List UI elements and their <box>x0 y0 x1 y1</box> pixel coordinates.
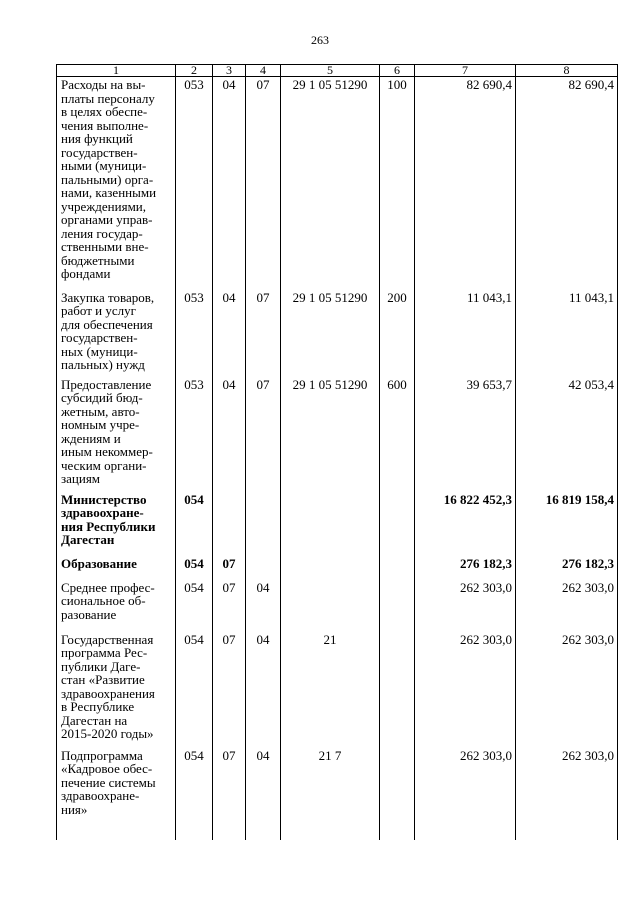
column-header: 3 <box>213 65 246 77</box>
cell-col5: 21 <box>281 632 380 748</box>
table-row <box>57 580 618 632</box>
budget-table <box>56 64 618 840</box>
cell-col8: 276 182,3 <box>516 556 618 580</box>
table-row <box>57 377 618 492</box>
cell-col4: 04 <box>246 580 281 632</box>
cell-col3: 07 <box>213 632 246 748</box>
row-name-cell: Подпрограмма «Кадровое обес- печение системы здравоохране- ния» <box>57 748 176 840</box>
cell-col4: 07 <box>246 77 281 290</box>
cell-col6 <box>380 492 415 556</box>
cell-col4 <box>246 556 281 580</box>
cell-col8: 16 819 158,4 <box>516 492 618 556</box>
cell-col5: 29 1 05 51290 <box>281 290 380 377</box>
page-number: 263 <box>311 33 329 47</box>
cell-col3: 07 <box>213 556 246 580</box>
cell-col3: 04 <box>213 290 246 377</box>
cell-col7: 11 043,1 <box>415 290 516 377</box>
cell-col2: 054 <box>176 492 213 556</box>
cell-col7: 262 303,0 <box>415 748 516 840</box>
column-header: 6 <box>380 65 415 77</box>
cell-col2: 054 <box>176 748 213 840</box>
cell-col6: 200 <box>380 290 415 377</box>
cell-col4: 07 <box>246 290 281 377</box>
cell-col7: 276 182,3 <box>415 556 516 580</box>
cell-col8: 262 303,0 <box>516 632 618 748</box>
column-header: 7 <box>415 65 516 77</box>
cell-col5 <box>281 492 380 556</box>
cell-col8: 42 053,4 <box>516 377 618 492</box>
cell-col7: 16 822 452,3 <box>415 492 516 556</box>
cell-col2: 054 <box>176 632 213 748</box>
row-name-cell: Министерство здравоохране- ния Республики Дагестан <box>57 492 176 556</box>
cell-col3: 04 <box>213 77 246 290</box>
cell-col5 <box>281 556 380 580</box>
cell-col3: 07 <box>213 748 246 840</box>
cell-col2: 053 <box>176 377 213 492</box>
table-row <box>57 290 618 377</box>
cell-col2: 054 <box>176 556 213 580</box>
cell-col2: 053 <box>176 290 213 377</box>
cell-col5: 29 1 05 51290 <box>281 377 380 492</box>
cell-col6 <box>380 632 415 748</box>
column-header: 1 <box>57 65 176 77</box>
cell-col7: 262 303,0 <box>415 580 516 632</box>
row-name-cell: Среднее профес- сиональное об- разование <box>57 580 176 632</box>
cell-col7: 262 303,0 <box>415 632 516 748</box>
table-row <box>57 492 618 556</box>
cell-col8: 82 690,4 <box>516 77 618 290</box>
cell-col4: 04 <box>246 632 281 748</box>
column-number-row <box>57 65 618 77</box>
column-header: 4 <box>246 65 281 77</box>
row-name-cell: Государственная программа Рес- публики Даге- стан «Развитие здравоохранения в Республике Дагестан на 2015-2020 годы» <box>57 632 176 748</box>
row-name-cell: Расходы на вы- платы персоналу в целях обеспе- чения выполне- ния функций государствен- ными (муници- пальными) орга- нами, казенными учреждениями, органами управ- ления государ- ственными вне- бюджетными фондами <box>57 77 176 290</box>
cell-col6: 600 <box>380 377 415 492</box>
column-header: 5 <box>281 65 380 77</box>
table-row <box>57 77 618 290</box>
cell-col3: 07 <box>213 580 246 632</box>
cell-col6 <box>380 580 415 632</box>
column-header: 2 <box>176 65 213 77</box>
cell-col5 <box>281 580 380 632</box>
table-row <box>57 632 618 748</box>
cell-col3 <box>213 492 246 556</box>
cell-col3: 04 <box>213 377 246 492</box>
table-row <box>57 748 618 840</box>
cell-col5: 21 7 <box>281 748 380 840</box>
cell-col7: 39 653,7 <box>415 377 516 492</box>
cell-col8: 262 303,0 <box>516 580 618 632</box>
cell-col4: 04 <box>246 748 281 840</box>
cell-col2: 054 <box>176 580 213 632</box>
cell-col5: 29 1 05 51290 <box>281 77 380 290</box>
row-name-cell: Образование <box>57 556 176 580</box>
cell-col8: 11 043,1 <box>516 290 618 377</box>
cell-col6 <box>380 556 415 580</box>
row-name-cell: Предоставление субсидий бюд- жетным, авто- номным учре- ждениям и иным некоммер- ческим органи- зациям <box>57 377 176 492</box>
cell-col8: 262 303,0 <box>516 748 618 840</box>
table-row <box>57 556 618 580</box>
cell-col7: 82 690,4 <box>415 77 516 290</box>
cell-col6 <box>380 748 415 840</box>
column-header: 8 <box>516 65 618 77</box>
cell-col4: 07 <box>246 377 281 492</box>
row-name-cell: Закупка товаров, работ и услуг для обеспечения государствен- ных (муници- пальных) нужд <box>57 290 176 377</box>
cell-col2: 053 <box>176 77 213 290</box>
table-body <box>57 77 618 840</box>
cell-col6: 100 <box>380 77 415 290</box>
cell-col4 <box>246 492 281 556</box>
